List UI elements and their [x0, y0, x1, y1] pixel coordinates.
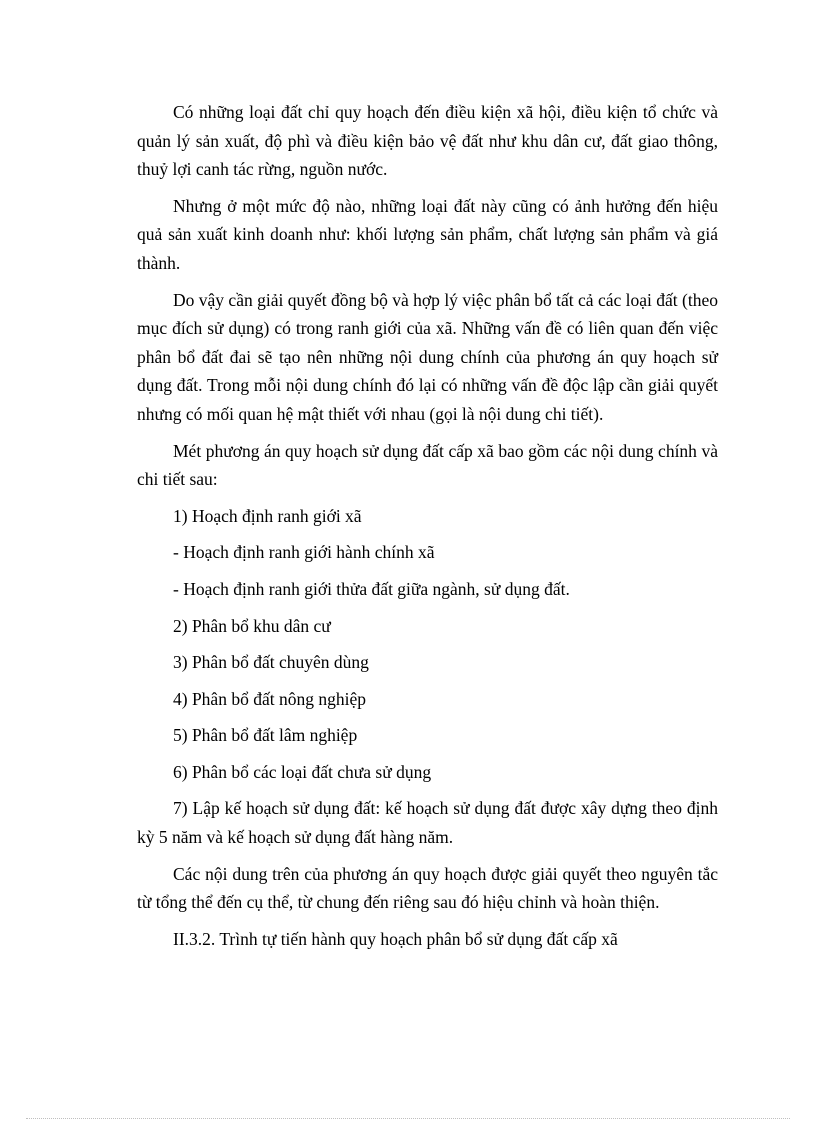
paragraph-land-types: Có những loại đất chỉ quy hoạch đến điều kiện xã hội, điều kiện tổ chức và quản lý sản xuất, độ phì và điều kiện bảo vệ đất như khu dân cư, đất giao thông, thuỷ lợi canh tác rừng, nguồn nước.: [137, 102, 718, 180]
paragraph-allocation: Do vậy cần giải quyết đồng bộ và hợp lý việc phân bổ tất cả các loại đất (theo mục đích sử dụng) có trong ranh giới của xã. Những vấn đề có liên quan đến việc phân bổ đất đai sẽ tạo nên những nội dung chính của phương án quy hoạch sử dụng đất. Trong mỗi nội dung chính đó lại có những vấn đề độc lập cần giải quyết nhưng có mối quan hệ mật thiết với nhau (gọi là nội dung chi tiết).: [137, 289, 718, 424]
section-heading: II.3.2. Trình tự tiến hành quy hoạch phân bổ sử dụng đất cấp xã: [173, 928, 618, 949]
list-item-specialized-land: 3) Phân bổ đất chuyên dùng: [173, 652, 369, 673]
paragraph-impact: Nhưng ở một mức độ nào, những loại đất này cũng có ảnh hưởng đến hiệu quả sản xuất kinh doanh như: khối lượng sản phẩm, chất lượng sản phẩm và giá thành.: [137, 195, 718, 273]
list-item-forestry-land: 5) Phân bổ đất lâm nghiệp: [173, 725, 358, 746]
paragraph-principles: Các nội dung trên của phương án quy hoạch được giải quyết theo nguyên tắc từ tổng thể đến cụ thể, từ chung đến riêng sau đó hiệu chỉnh và hoàn thiện.: [137, 863, 718, 913]
page-bottom-divider: [26, 1118, 790, 1119]
paragraph-plan-contents: Mét phương án quy hoạch sử dụng đất cấp xã bao gồm các nội dung chính và chi tiết sau:: [137, 440, 718, 490]
list-item-admin-boundary: - Hoạch định ranh giới hành chính xã: [173, 542, 435, 563]
document-body: [137, 98, 718, 961]
list-item-boundary: 1) Hoạch định ranh giới xã: [173, 505, 362, 526]
list-item-land-use-plan: 7) Lập kế hoạch sử dụng đất: kế hoạch sử dụng đất được xây dựng theo định kỳ 5 năm và kế hoạch sử dụng đất hàng năm.: [137, 798, 718, 848]
list-item-unused-land: 6) Phân bổ các loại đất chưa sử dụng: [173, 761, 432, 782]
list-item-parcel-boundary: - Hoạch định ranh giới thửa đất giữa ngành, sử dụng đất.: [173, 578, 570, 599]
list-item-residential: 2) Phân bổ khu dân cư: [173, 615, 331, 636]
list-item-agricultural-land: 4) Phân bổ đất nông nghiệp: [173, 688, 366, 709]
